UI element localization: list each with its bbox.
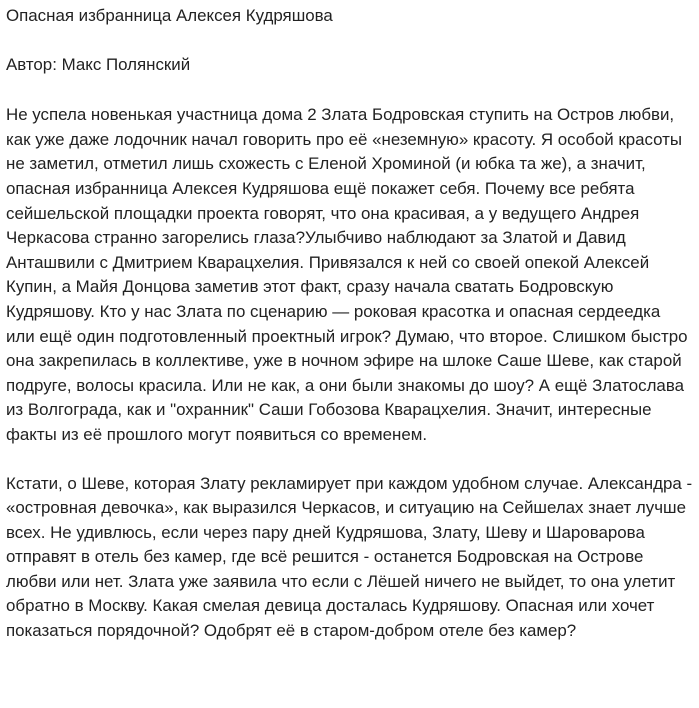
article-paragraph: Кстати, о Шеве, которая Злату рекламирует при каждом удобном случае. Александра - «островная девочка», как выразился Черкасов, и ситуацию на Сейшелах знает лучше всех. Не удивлюсь, если через пару дней Кудряшова, Злату, Шеву и Шароварова отправят в отель без камер, где всё решится - останется Бодровская на Острове любви или нет. Злата уже заявила что если с Лёшей ничего не выйдет, то она улетит обратно в Москву. Какая смелая девица досталась Кудряшову. Опасная или хочет показаться порядочной? Одобрят её в старом-добром отеле без камер? xyxy=(6,473,693,641)
article-title: Опасная избранница Алексея Кудряшова xyxy=(6,6,333,25)
article-paragraph: Не успела новенькая участница дома 2 Злата Бодровская ступить на Остров любви, как уже даже лодочник начал говорить про её «неземную» красоту. Я особой красоты не заметил, отметил лишь схожесть с Еленой Хроминой (и юбка та же), а значит, опасная избранница Алексея Кудряшова ещё покажет себя. Почему все ребята сейшельской площадки проекта говорят, что она красивая, а у ведущего Андрея Черкасова странно загорелись глаза?Улыбчиво наблюдают за Златой и Давид Анташвили с Дмитрием Кварацхелия. Привязался к ней со своей опекой Алексей Купин, а Майя Донцова заметив этот факт, сразу начала сватать Бодровскую Кудряшову. Кто у нас Злата по сценарию — роковая красотка и опасная сердеедка или ещё один подготовленный проектный игрок? Думаю, что второе. Слишком быстро она закрепилась в коллективе, уже в ночном эфире на шлоке Саше Шеве, как старой подруге, волосы красила. Или не как, а они были знакомы до шоу? А ещё Златослава из Волгограда, как и "охранник" Саши Гобозова Кварацхелия. Значит, интересные факты из её прошлого могут появиться со временем. xyxy=(6,105,688,444)
article-author: Автор: Макс Полянский xyxy=(6,54,191,74)
